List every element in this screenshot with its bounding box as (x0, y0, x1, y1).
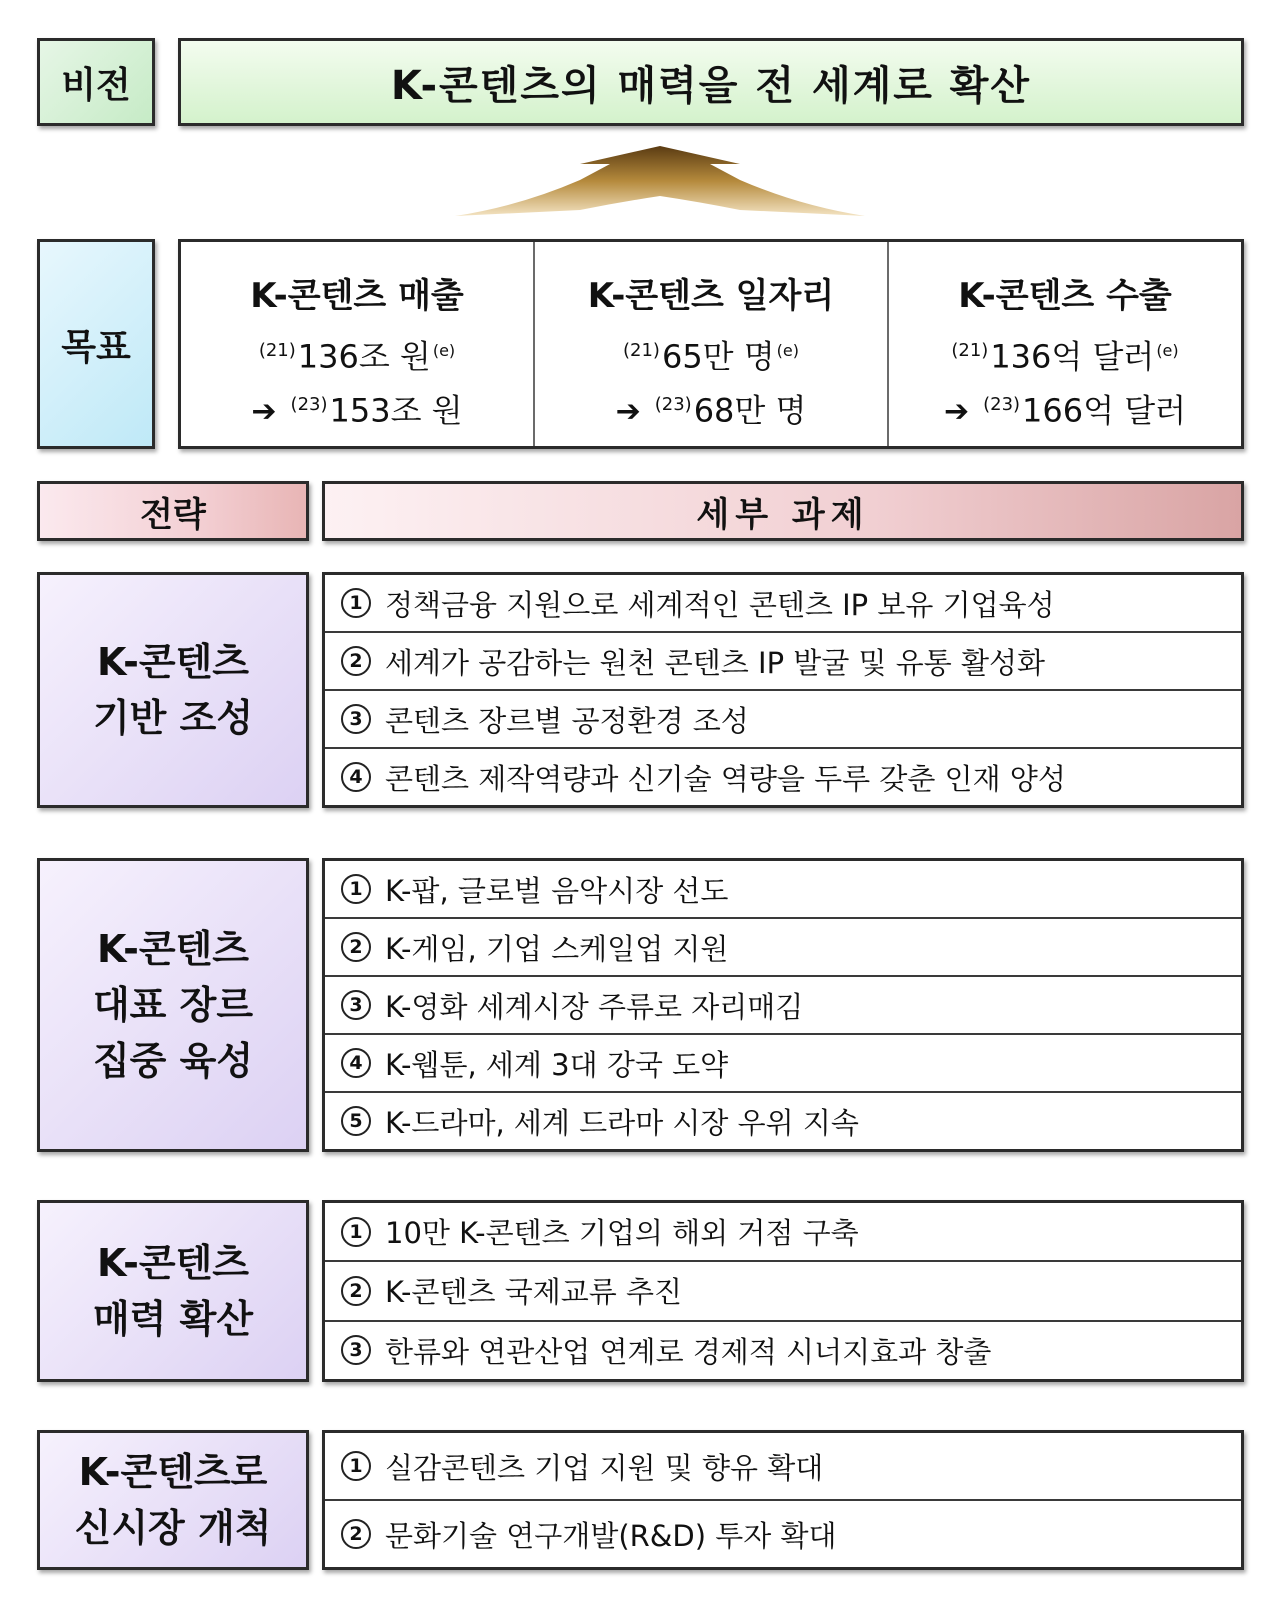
task-item: 3 K-영화 세계시장 주류로 자리매김 (325, 975, 1241, 1033)
goal-title: K-콘텐츠 일자리 (587, 276, 835, 316)
strategy-line: K-콘텐츠 (96, 927, 250, 971)
vision-statement: K-콘텐츠의 매력을 전 세계로 확산 (178, 38, 1244, 126)
circled-number: 1 (341, 874, 371, 904)
circled-number: 2 (341, 646, 371, 676)
goal-jobs (533, 242, 887, 446)
task-item: 3 콘텐츠 장르별 공정환경 조성 (325, 689, 1241, 747)
vision-label: 비전 (37, 38, 155, 126)
task-item: 1 실감콘텐츠 기업 지원 및 향유 확대 (325, 1433, 1241, 1499)
task-list-genres (322, 858, 1244, 1152)
strategy-line: K-콘텐츠 (96, 640, 250, 684)
goal-revenue (181, 242, 533, 446)
strategy-line: 매력 확산 (92, 1297, 254, 1341)
circled-number: 2 (341, 932, 371, 962)
right-arrow-icon: ➔ (251, 394, 277, 430)
goal-label: 목표 (37, 239, 155, 449)
circled-number: 1 (341, 1217, 371, 1247)
task-item: 2 문화기술 연구개발(R&D) 투자 확대 (325, 1499, 1241, 1567)
goal-current: $^{(21)}$136조 원 $^{(e)}$ (258, 337, 456, 376)
task-item: 1 10만 K-콘텐츠 기업의 해외 거점 구축 (325, 1203, 1241, 1260)
right-arrow-icon: ➔ (943, 394, 970, 430)
circled-number: 5 (341, 1106, 371, 1136)
goal-title: K-콘텐츠 수출 (958, 276, 1172, 316)
strategy-line: 대표 장르 (92, 983, 254, 1027)
strategy-line: 기반 조성 (92, 696, 254, 740)
task-list-foundation (322, 572, 1244, 808)
right-arrow-icon: ➔ (615, 394, 641, 430)
strategy-line: K-콘텐츠로 (78, 1450, 268, 1494)
task-list-spread (322, 1200, 1244, 1382)
goal-title: K-콘텐츠 매출 (250, 276, 464, 316)
task-item: 2 K-게임, 기업 스케일업 지원 (325, 917, 1241, 975)
circled-number: 4 (341, 1048, 371, 1078)
circled-number: 3 (341, 704, 371, 734)
circled-number: 3 (341, 990, 371, 1020)
task-item: 2 세계가 공감하는 원천 콘텐츠 IP 발굴 및 유통 활성화 (325, 631, 1241, 689)
circled-number: 2 (341, 1519, 371, 1549)
tasks-header: 세부 과제 (322, 481, 1244, 541)
strategy-line: 집중 육성 (92, 1039, 254, 1083)
circled-number: 1 (341, 1451, 371, 1481)
goals-panel (178, 239, 1244, 449)
task-list-new-markets (322, 1430, 1244, 1570)
task-item: 1 정책금융 지원으로 세계적인 콘텐츠 IP 보유 기업육성 (325, 575, 1241, 631)
task-item: 4 K-웹툰, 세계 3대 강국 도약 (325, 1033, 1241, 1091)
strategy-foundation (37, 572, 309, 808)
circled-number: 1 (341, 588, 371, 618)
task-item: 4 콘텐츠 제작역량과 신기술 역량을 두루 갖춘 인재 양성 (325, 747, 1241, 805)
circled-number: 4 (341, 762, 371, 792)
strategy-spread (37, 1200, 309, 1382)
strategy-line: 신시장 개척 (74, 1506, 272, 1550)
goal-current: $^{(21)}$65만 명 $^{(e)}$ (623, 337, 799, 376)
circled-number: 2 (341, 1276, 371, 1306)
strategy-new-markets (37, 1430, 309, 1570)
goal-target: ➔ $^{(23)}$68만 명 (615, 391, 807, 430)
strategy-header: 전략 (37, 481, 309, 541)
goal-current: $^{(21)}$136억 달러 $^{(e)}$ (951, 337, 1179, 376)
strategy-genres (37, 858, 309, 1152)
goal-target: ➔ $^{(23)}$166억 달러 (943, 391, 1187, 430)
task-item: 1 K-팝, 글로벌 음악시장 선도 (325, 861, 1241, 917)
task-item: 2 K-콘텐츠 국제교류 추진 (325, 1260, 1241, 1319)
task-item: 5 K-드라마, 세계 드라마 시장 우위 지속 (325, 1091, 1241, 1149)
goal-export (887, 242, 1241, 446)
task-item: 3 한류와 연관산업 연계로 경제적 시너지효과 창출 (325, 1320, 1241, 1379)
circled-number: 3 (341, 1335, 371, 1365)
goal-target: ➔ $^{(23)}$153조 원 (251, 391, 463, 430)
strategy-line: K-콘텐츠 (96, 1241, 250, 1285)
up-arrow-icon (440, 146, 880, 222)
